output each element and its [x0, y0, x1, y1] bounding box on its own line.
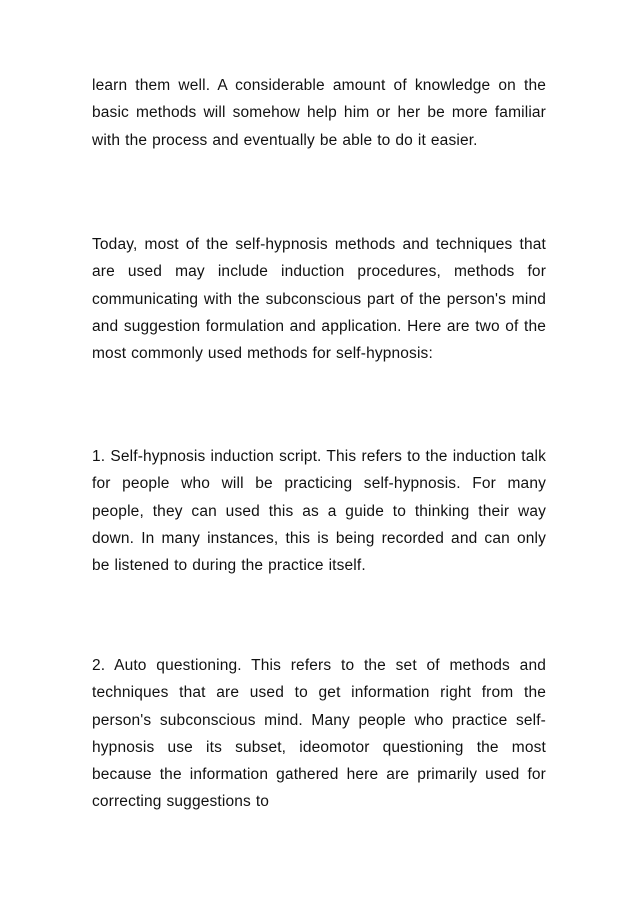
paragraph-methods-intro: Today, most of the self-hypnosis methods and techniques that are used may include induction procedures, methods for communicating with the subconscious part of the person's mind and suggestion formulation and application. Here are two of the most commonly used methods for self-hypnosis:	[92, 236, 546, 363]
paragraph-auto-questioning: 2. Auto questioning. This refers to the set of methods and techniques that are used to get information right from the person's subconscious mind. Many people who practice self-hypnosis use its subset, ideomotor questioning the most because the information gathered here are primarily used for correcting suggestions to	[92, 657, 546, 811]
paragraph-induction-script: 1. Self-hypnosis induction script. This refers to the induction talk for people who will be practicing self-hypnosis. For many people, they can used this as a guide to thinking their way down. In many instances, this is being recorded and can only be listened to during the practice itself.	[92, 448, 546, 575]
paragraph-continuation: learn them well. A considerable amount of knowledge on the basic methods will somehow help him or her be more familiar with the process and eventually be able to do it easier.	[92, 77, 546, 149]
